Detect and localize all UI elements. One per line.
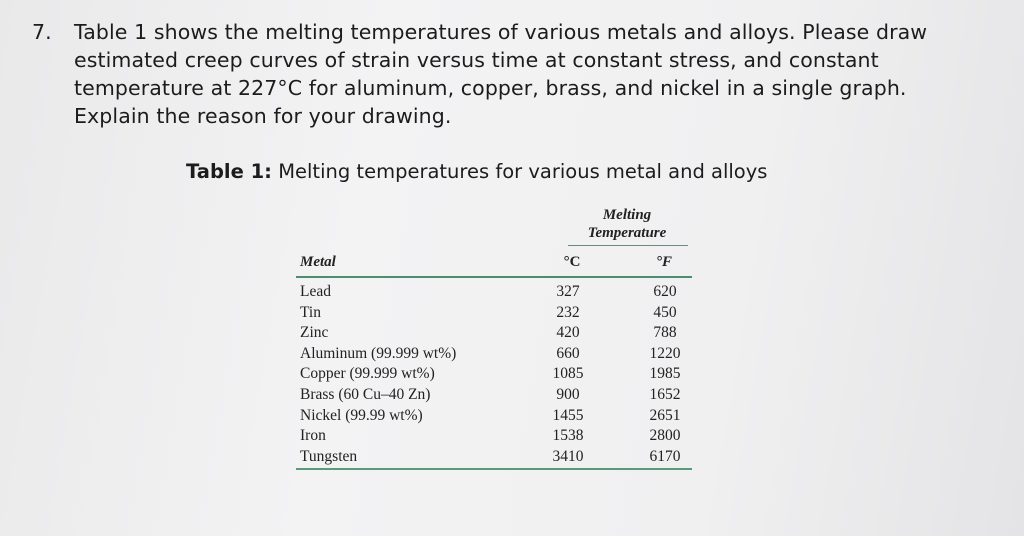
group-header-line1: Melting [602,207,652,223]
melt-celsius: 232 [556,303,580,321]
melt-fahrenheit: 2651 [649,406,681,424]
footer-rule [296,468,692,470]
table-row [296,385,692,406]
melting-temperature-table [296,206,692,468]
melt-fahrenheit: 2800 [649,427,681,445]
melt-fahrenheit: 450 [653,303,677,321]
group-header-line2: Temperature [587,225,667,241]
table-row [296,344,692,365]
metal-name: Iron [300,427,326,445]
group-header [566,206,688,242]
table-row [296,406,692,427]
melt-fahrenheit: 1985 [649,365,681,383]
question-text: Table 1 shows the melting temperatures of various metals and alloys. Please draw estimated creep curves of strain versus time at constant stress, and constant temperature at 227°C for aluminum, copper, brass, and nickel in a single graph. Explain the reason for your drawing. [74,20,928,128]
table-row [296,426,692,447]
caption-label: Table 1: [186,160,272,183]
table-row [296,282,692,303]
metal-name: Tin [300,303,321,321]
metal-name: Lead [300,283,331,300]
table-row [296,364,692,385]
melt-fahrenheit: 1220 [649,344,681,362]
metal-name: Aluminum (99.999 wt%) [300,344,457,362]
melt-celsius: 1455 [552,406,584,424]
column-header-metal: Metal [300,254,336,270]
table-row [296,323,692,344]
melt-celsius: 660 [556,344,580,362]
melt-celsius: 900 [556,385,580,403]
melt-celsius: 3410 [552,447,584,465]
metal-name: Copper (99.999 wt%) [300,365,435,383]
table-row [296,303,692,324]
table-row [296,447,692,468]
column-header-fahrenheit: °F [655,254,672,270]
table-caption [186,160,767,183]
header-rule [296,276,692,278]
melt-fahrenheit: 788 [653,324,677,342]
caption-title: Melting temperatures for various metal and alloys [278,160,768,183]
melt-celsius: 1538 [552,427,584,445]
group-header-rule [568,245,688,246]
metal-name: Nickel (99.99 wt%) [300,406,423,424]
melt-celsius: 1085 [552,365,584,383]
melt-fahrenheit: 6170 [649,447,681,465]
table-body [296,282,692,467]
melt-celsius: 420 [556,324,580,342]
column-header-celsius: °C [563,254,581,270]
melt-fahrenheit: 620 [653,283,677,300]
melt-fahrenheit: 1652 [649,385,681,403]
metal-name: Zinc [300,324,329,342]
melt-celsius: 327 [556,283,580,300]
metal-name: Tungsten [300,447,358,465]
metal-name: Brass (60 Cu–40 Zn) [300,385,431,403]
question-number: 7. [32,20,52,44]
